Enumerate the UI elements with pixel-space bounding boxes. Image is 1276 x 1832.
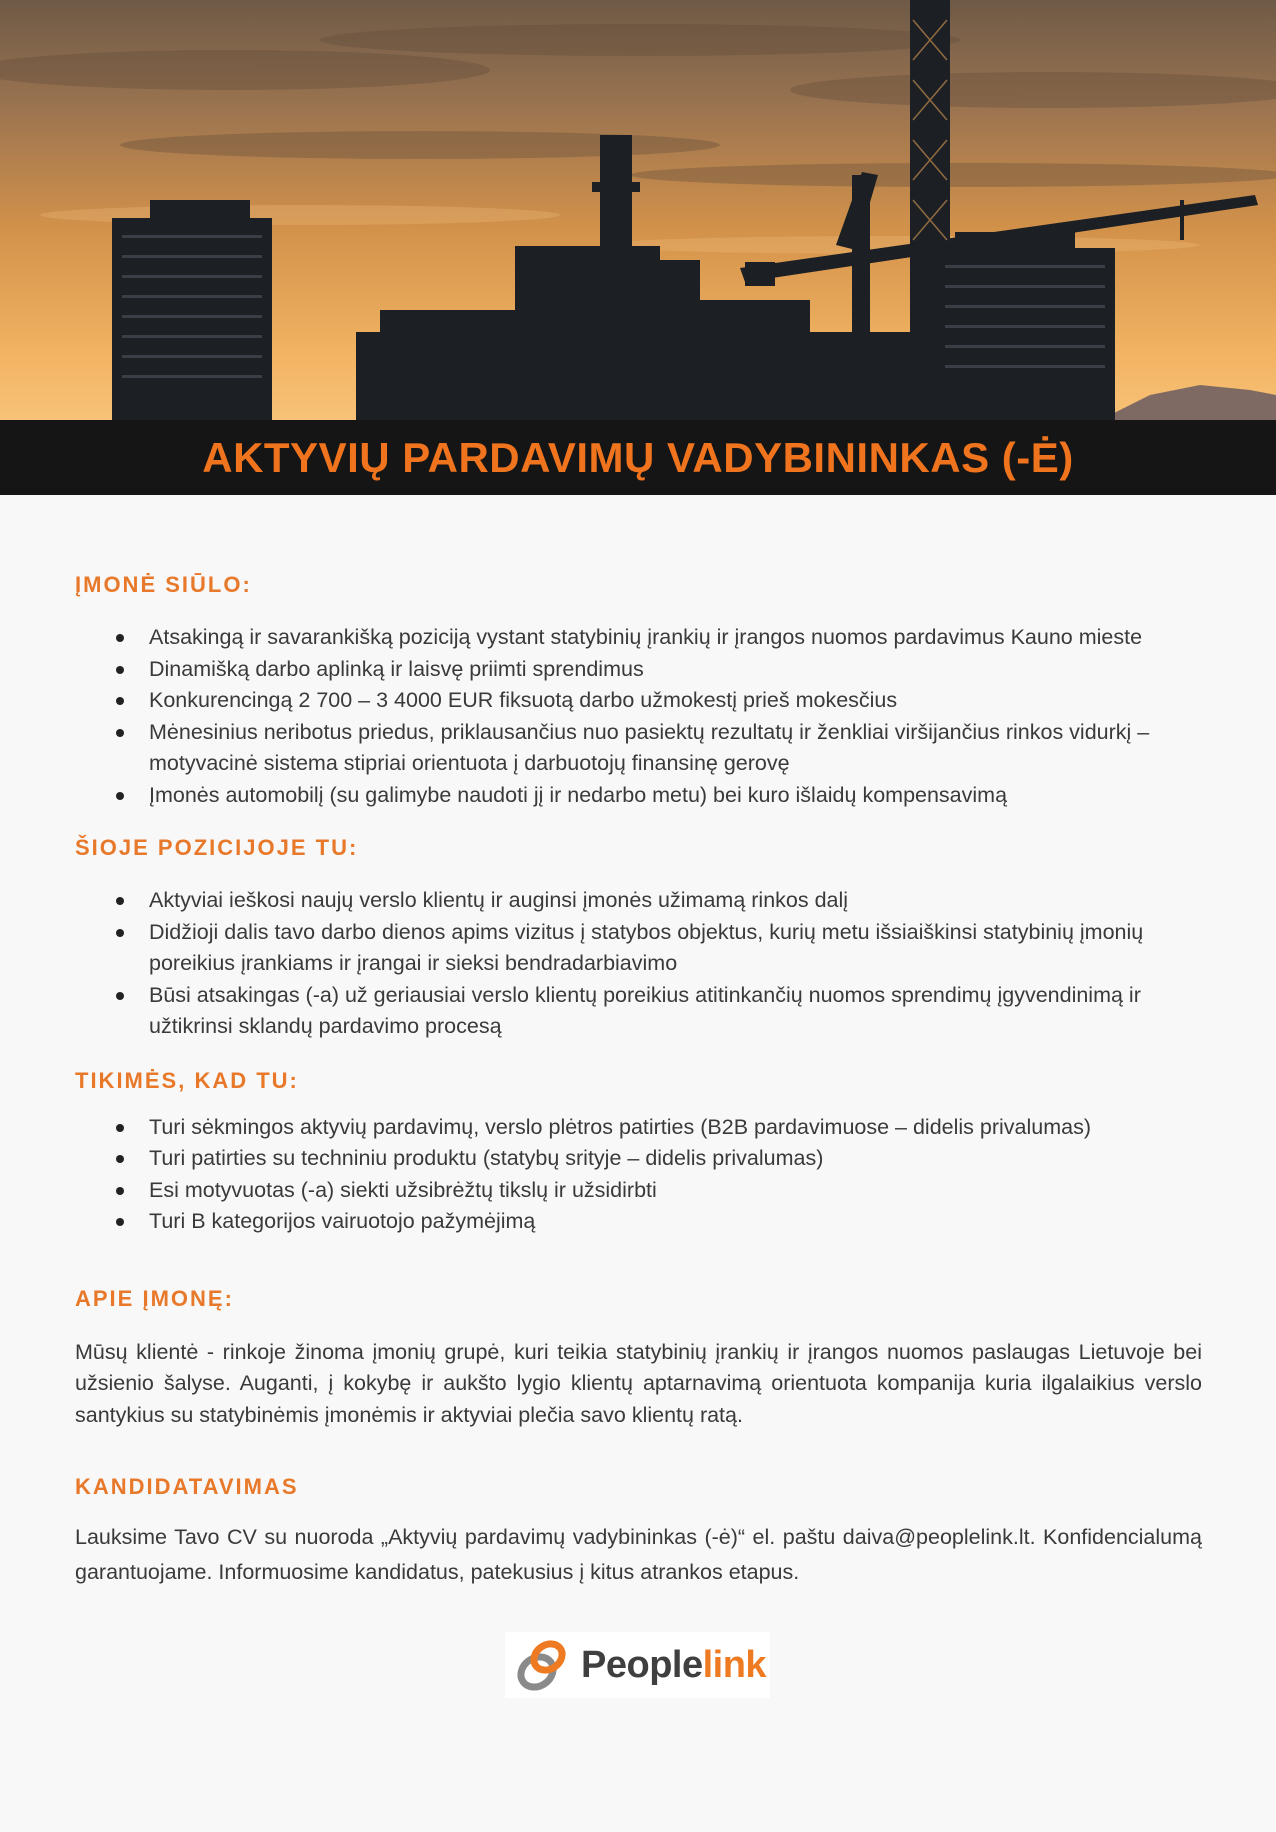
list-item: Turi B kategorijos vairuotojo pažymėjimą — [75, 1206, 1202, 1238]
logo-text-people: People — [581, 1643, 703, 1686]
list-item: Dinamišką darbo aplinką ir laisvę priimti sprendimus — [75, 654, 1202, 686]
offer-list — [75, 622, 1202, 811]
construction-site-illustration — [0, 0, 1276, 420]
section-title-apply: KANDIDATAVIMAS — [75, 1474, 299, 1499]
about-text: Mūsų klientė - rinkoje žinoma įmonių grupė, kuri teikia statybinių įrankių ir įrangos nuomos paslaugas Lietuvoje bei užsienio šalyse. Auganti, į kokybę ir aukšto lygio klientų aptarnavimą orientuota kompanija kuria ilgalaikius verslo santykius su statybinėmis įmonėmis ir aktyviai plečia savo klientų ratą. — [75, 1339, 1202, 1427]
section-title-role: ŠIOJE POZICIJOJE TU: — [75, 835, 359, 860]
title-bar — [0, 420, 1276, 495]
hero-image — [0, 0, 1276, 420]
logo-wordmark — [581, 1644, 766, 1687]
section-title-offer: ĮMONĖ SIŪLO: — [75, 572, 252, 597]
peoplelink-logo-icon — [513, 1636, 571, 1694]
list-item: Atsakingą ir savarankišką poziciją vystant statybinių įrankių ir įrangos nuomos pardavimus Kauno mieste — [75, 622, 1202, 654]
expect-list — [75, 1112, 1202, 1238]
list-item: Įmonės automobilį (su galimybe naudoti jį ir nedarbo metu) bei kuro išlaidų kompensavimą — [75, 780, 1202, 812]
list-item: Turi patirties su techniniu produktu (statybų srityje – didelis privalumas) — [75, 1143, 1202, 1175]
section-title-about: APIE ĮMONĘ: — [75, 1285, 234, 1311]
list-item: Esi motyvuotas (-a) siekti užsibrėžtų tikslų ir užsidirbti — [75, 1175, 1202, 1207]
list-item: Būsi atsakingas (-a) už geriausiai verslo klientų poreikius atitinkančių nuomos sprendimų įgyvendinimą ir užtikrinsi sklandų pardavimo procesą — [75, 980, 1202, 1043]
logo-text-link: link — [702, 1643, 767, 1686]
list-item: Konkurencingą 2 700 – 3 4000 EUR fiksuotą darbo užmokestį prieš mokesčius — [75, 685, 1202, 717]
section-title-expect: TIKIMĖS, KAD TU: — [75, 1067, 299, 1093]
list-item: Aktyviai ieškosi naujų verslo klientų ir auginsi įmonės užimamą rinkos dalį — [75, 885, 1202, 917]
job-title: AKTYVIŲ PARDAVIMŲ VADYBININKAS (-Ė) — [202, 433, 1074, 481]
content — [75, 572, 1202, 1590]
list-item: Mėnesinius neribotus priedus, priklausančius nuo pasiektų rezultatų ir ženkliai viršijančius rinkos vidurkį – motyvacinė sistema stipriai orientuota į darbuotojų finansinę gerovę — [75, 717, 1202, 780]
peoplelink-logo — [505, 1632, 770, 1698]
list-item: Didžioji dalis tavo darbo dienos apims vizitus į statybos objektus, kurių metu išsiaiškinsi statybinių įmonių poreikius įrankiams ir įrangai ir sieksi bendradarbiavimo — [75, 917, 1202, 980]
apply-text: Lauksime Tavo CV su nuoroda „Aktyvių pardavimų vadybininkas (-ė)“ el. paštu daiva@peoplelink.lt. Konfidencialumą garantuojame. Informuosime kandidatus, patekusius į kitus atrankos etapus. — [75, 1525, 1202, 1584]
list-item: Turi sėkmingos aktyvių pardavimų, verslo plėtros patirties (B2B pardavimuose – didelis privalumas) — [75, 1112, 1202, 1144]
role-list — [75, 885, 1202, 1043]
